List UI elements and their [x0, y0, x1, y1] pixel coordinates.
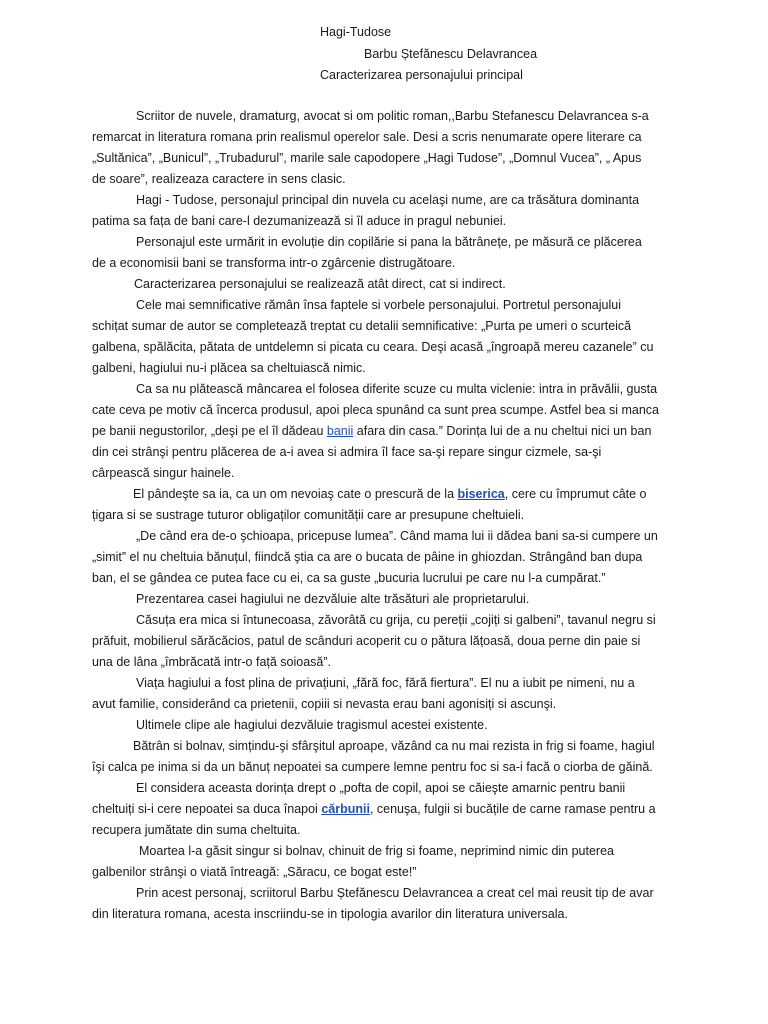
text-line: Cele mai semnificative rămân însa faptele si vorbele personajului. Portretul personajului [136, 298, 621, 312]
text-line: recupera jumătate din suma cheltuita. [92, 823, 301, 837]
text-line: Prin acest personaj, scriitorul Barbu Ștefănescu Delavrancea a creat cel mai reusit tip de avar [136, 886, 654, 900]
text-line: Caracterizarea personajului se realizează atât direct, cat si indirect. [134, 277, 506, 291]
text-line: de a economisii bani se transforma intr-o zgârcenie distrugătoare. [92, 256, 456, 270]
text-segment: , cenuşa, fulgii si bucățile de carne ramase pentru a [369, 802, 656, 816]
text-line: prăfuit, mobilierul sărăcăcios, patul de scânduri acoperit cu o pătura lățoasă, doua perne din paie si [92, 634, 641, 648]
text-line: avut familie, considerând ca prietenii, copiii si nevasta erau bani agonisiți si ascunşi. [92, 697, 557, 711]
text-line: cate ceva pe motiv că încerca produsul, apoi pleca spunând ca sunt prea scumpe. Astfel bea si manca [92, 403, 659, 417]
text-line: „simit” el nu cheltuia bănuțul, fiindcă ştia ca are o bucata de pâine in ghiozdan. Strângând ban dupa [92, 550, 643, 564]
biserica-link[interactable]: biserica [457, 487, 505, 501]
text-line: una de lâna „îmbrăcată intr-o față soioasă”. [92, 655, 332, 669]
text-line: Ca sa nu plătească mâncarea el folosea diferite scuze cu multa viclenie: intra in prăvălii, gusta [136, 382, 658, 396]
text-segment: El pândeşte sa ia, ca un om nevoiaş cate o prescură de la [133, 487, 458, 501]
document-author: Barbu Ștefănescu Delavrancea [364, 47, 538, 61]
text-line: Moartea l-a găsit singur si bolnav, chinuit de frig si foame, neprimind nimic din puterea [139, 844, 614, 858]
text-segment: pe banii negustorilor, „deşi pe el îl dădeau [92, 424, 327, 438]
text-segment: afara din casa.” Dorința lui de a nu cheltui nici un ban [353, 424, 652, 438]
text-line: galbenilor strânşi o viată întreagă: „Săracu, ce bogat este!” [92, 865, 417, 879]
text-line [92, 801, 656, 817]
text-line: ban, el se gândea ce putea face cu ei, ca sa guste „bucuria lucrului pe care nu l-a cumpărat.” [92, 571, 606, 585]
text-line: Bătrân si bolnav, simțindu-şi sfârşitul aproape, văzând ca nu mai rezista in frig si foame, hagiul [133, 739, 655, 753]
text-line: Viața hagiului a fost plina de privațiuni, „fără foc, fără fiertura”. El nu a iubit pe nimeni, nu a [136, 676, 635, 690]
text-line: schițat sumar de autor se completează treptat cu detalii semnificative: „Purta pe umeri o scurteică [92, 319, 632, 333]
carbunii-link[interactable]: cărbunii [321, 802, 370, 816]
banii-link[interactable]: banii [326, 424, 354, 438]
text-line: Ultimele clipe ale hagiului dezvăluie tragismul acestei existente. [136, 718, 488, 732]
text-line: galbena, spălăcita, pătata de untdelemn si picata cu ceara. Deşi acasă „îngroapă mereu cazanele” cu [92, 340, 654, 354]
text-line: îşi calca pe inima si da un bănuț nepoatei sa cumpere lemne pentru foc si sa-i facă o ciorba de găină. [92, 760, 653, 774]
text-line: patima sa fața de bani care-l dezumanizează si îl aduce in pragul nebuniei. [92, 214, 507, 228]
text-line: cârpească singur hainele. [92, 466, 235, 480]
text-line: din cei strânşi pentru plăcerea de a-i avea si admira îl face sa-şi repare singur cizmele, sa-şi [92, 445, 602, 459]
text-line: galbeni, hagiului nu-i plăcea sa cheltuiască nimic. [92, 361, 366, 375]
text-line: Căsuța era mica si întunecoasa, zăvorâtă cu grija, cu pereții „cojiți si galbeni”, tavanul negru si [136, 613, 656, 627]
text-line: țigara si se sustrage tuturor obligaților comunității care ar presupune cheltuieli. [92, 508, 525, 522]
text-segment: cheltuiți si-i cere nepoatei sa duca înapoi [92, 802, 322, 816]
text-line: de soare”, realizeaza caractere in sens clasic. [92, 172, 346, 186]
text-line [92, 423, 651, 439]
document-title: Hagi-Tudose [320, 25, 392, 39]
text-line [133, 486, 647, 502]
text-line: din literatura romana, acesta inscriindu-se in tipologia avarilor din literatura universala. [92, 907, 568, 921]
text-segment: , cere cu împrumut câte o [504, 487, 647, 501]
text-line: Prezentarea casei hagiului ne dezvăluie alte trăsături ale proprietarului. [136, 592, 530, 606]
text-line: Scriitor de nuvele, dramaturg, avocat si om politic roman,,Barbu Stefanescu Delavrancea s-a [136, 109, 649, 123]
text-line: Hagi - Tudose, personajul principal din nuvela cu acelaşi nume, are ca trăsătura dominanta [136, 193, 640, 207]
text-line: remarcat in literatura romana prin realismul operelor sale. Desi a scris nenumarate opere literare ca [92, 130, 642, 144]
document-subtitle: Caracterizarea personajului principal [320, 68, 523, 82]
text-line: „De când era de-o şchioapa, pricepuse lumea”. Când mama lui ii dădea bani sa-si cumpere un [136, 529, 658, 543]
text-line: Personajul este urmărit in evoluție din copilărie si pana la bătrânețe, pe măsură ce plăcerea [136, 235, 642, 249]
text-line: El considera aceasta dorința drept o „pofta de copil, apoi se căieşte amarnic pentru banii [136, 781, 626, 795]
text-line: „Sultănica”, „Bunicul”, „Trubadurul”, marile sale capodopere „Hagi Tudose”, „Domnul Vucea”, „ Apus [92, 151, 642, 165]
